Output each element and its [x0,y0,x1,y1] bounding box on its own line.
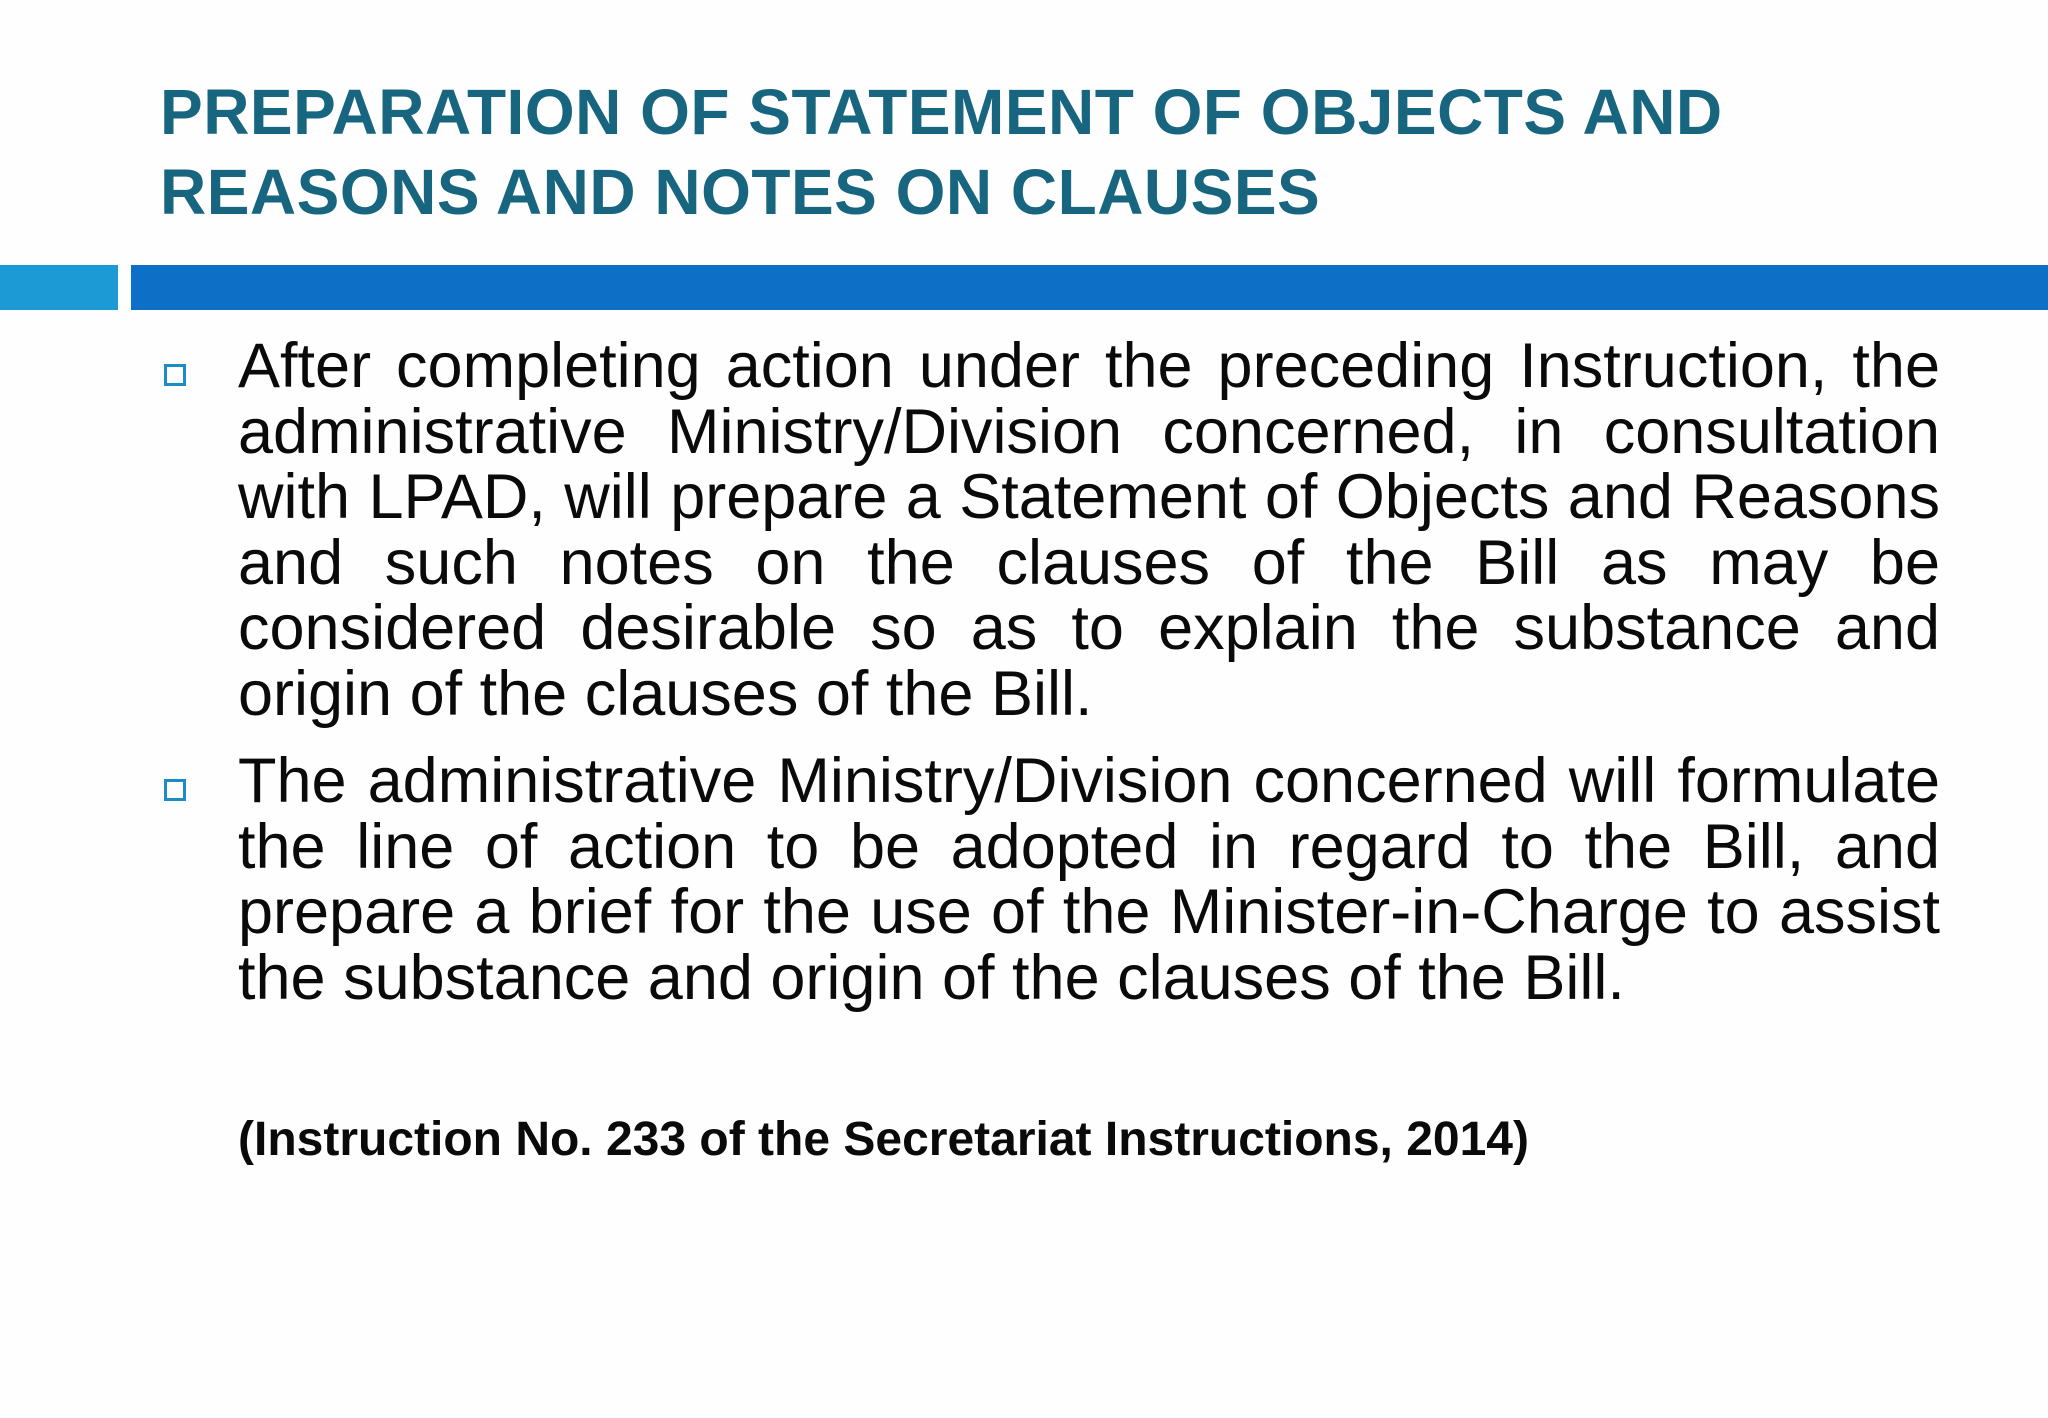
bullet-text: The administrative Ministry/Division concerned will formulate the line of action to be adopted in regard to the Bill, and prepare a brief for the use of the Minister-in-Charge to assist the substance and origin of the clauses of the Bill. [238,746,1940,1013]
bullet-text: After completing action under the preceding Instruction, the administrative Ministry/Division concerned, in consultation with LPAD, will prepare a Statement of Objects and Reasons and such notes on the clauses of the Bill as may be considered desirable so as to explain the substance and origin of the clauses of the Bill. [238,331,1940,729]
bullet-item [160,746,1940,1013]
bullet-list [160,331,1940,1033]
header-accent-bar [0,265,118,310]
source-citation: (Instruction No. 233 of the Secretariat Instructions, 2014) [238,1113,1529,1166]
hollow-square-bullet-icon [164,779,186,801]
header-divider-bar [131,265,2048,310]
hollow-square-bullet-icon [164,364,186,386]
slide-title: PREPARATION OF STATEMENT OF OBJECTS AND REASONS AND NOTES ON CLAUSES [160,76,1723,228]
bullet-item [160,331,1940,729]
